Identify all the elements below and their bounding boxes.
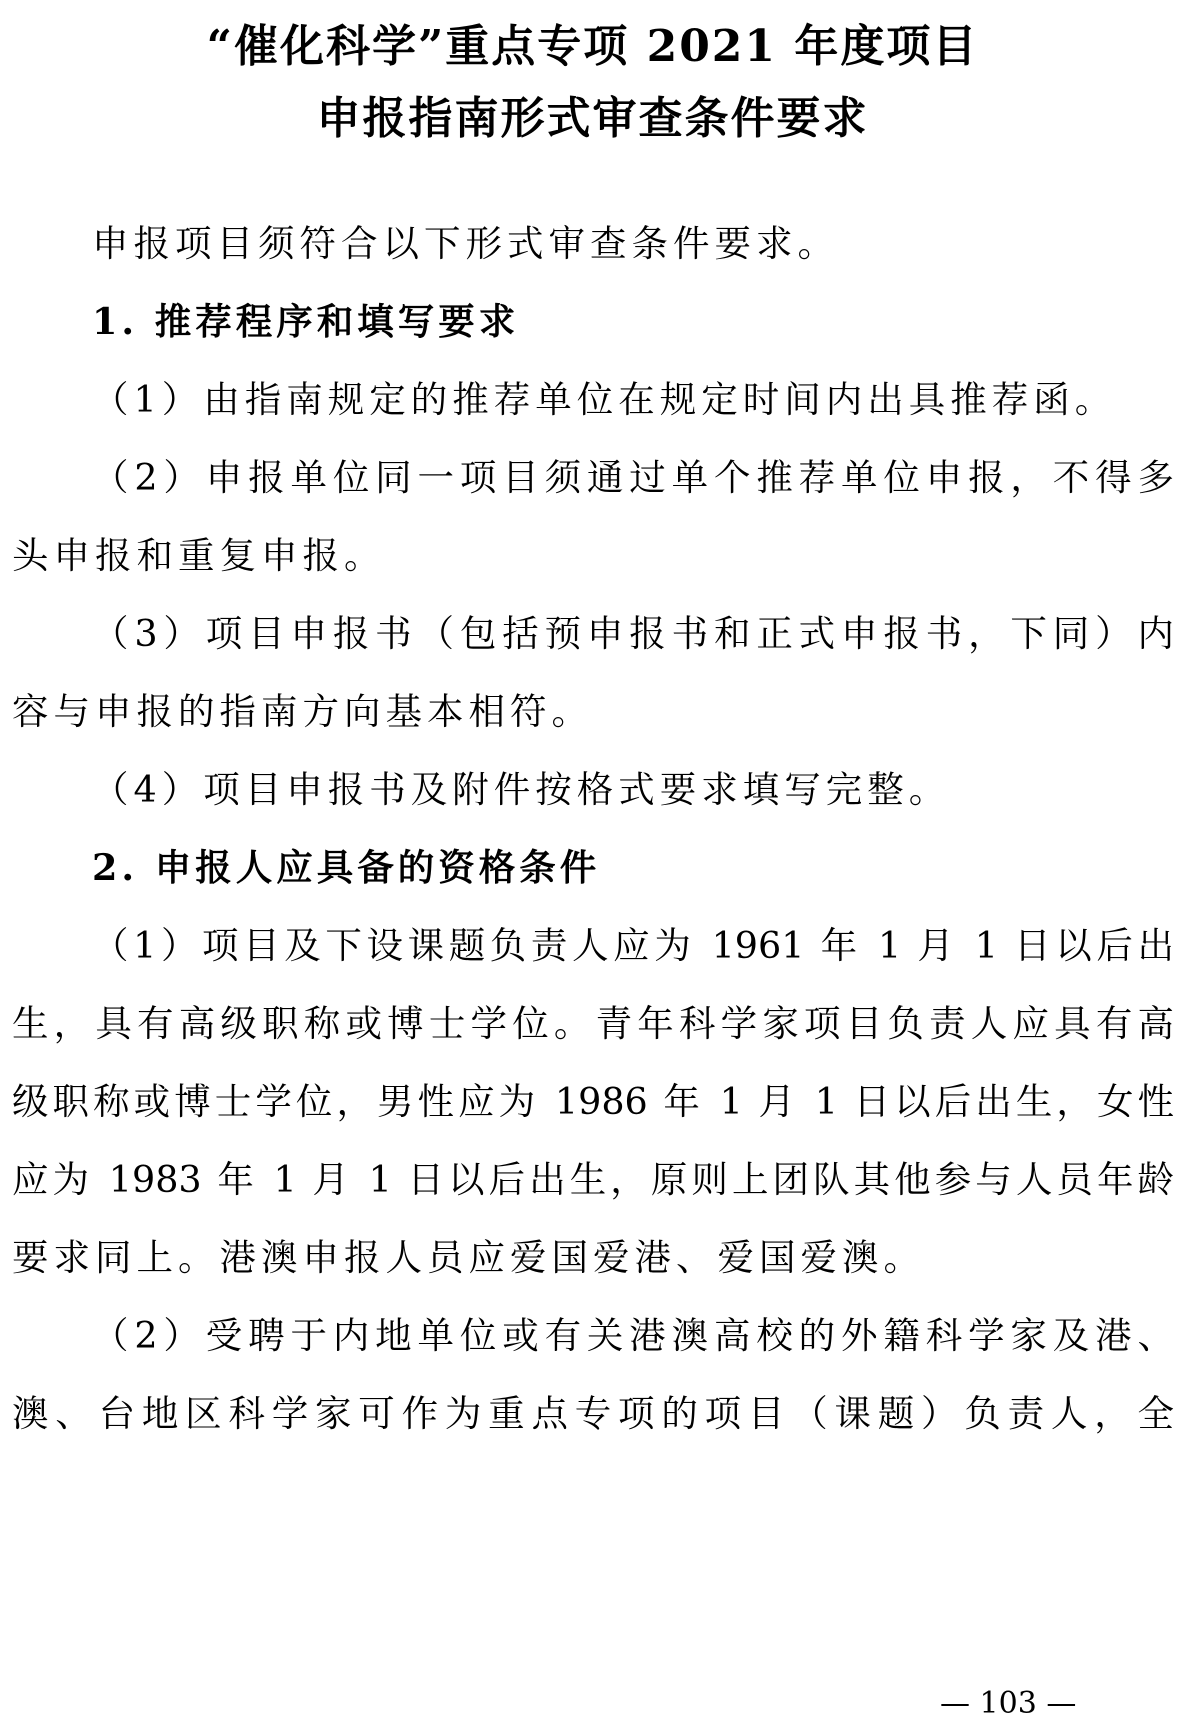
section-1-item-1: （1）由指南规定的推荐单位在规定时间内出具推荐函。 <box>92 378 1117 421</box>
section-1-item-2-line-1: （2）申报单位同一项目须通过单个推荐单位申报，不得多 <box>92 456 1174 499</box>
section-2-item-1-line-4: 应为 1983 年 1 月 1 日以后出生，原则上团队其他参与人员年龄 <box>12 1158 1174 1201</box>
section-2-item-1-line-3: 级职称或博士学位，男性应为 1986 年 1 月 1 日以后出生，女性 <box>12 1080 1174 1123</box>
document-title-line-2: 申报指南形式审查条件要求 <box>316 93 869 144</box>
section-2-item-1-line-5: 要求同上。港澳申报人员应爱国爱港、爱国爱澳。 <box>12 1236 925 1279</box>
section-2-heading: 2. 申报人应具备的资格条件 <box>92 846 601 889</box>
section-1-heading: 1. 推荐程序和填写要求 <box>92 300 520 343</box>
section-1-item-3-line-2: 容与申报的指南方向基本相符。 <box>12 690 593 733</box>
intro-paragraph: 申报项目须符合以下形式审查条件要求。 <box>92 222 839 265</box>
document-title-line-1: “催化科学”重点专项 2021 年度项目 <box>206 21 979 72</box>
section-2-item-2-line-2: 澳、台地区科学家可作为重点专项的项目（课题）负责人，全 <box>12 1392 1174 1435</box>
section-2-item-2-line-1: （2）受聘于内地单位或有关港澳高校的外籍科学家及港、 <box>92 1314 1174 1357</box>
section-2-item-1-line-1: （1）项目及下设课题负责人应为 1961 年 1 月 1 日以后出 <box>92 924 1174 967</box>
section-1-item-3-line-1: （3）项目申报书（包括预申报书和正式申报书，下同）内 <box>92 612 1174 655</box>
page-number: — 103 — <box>940 1686 1077 1721</box>
section-2-item-1-line-2: 生，具有高级职称或博士学位。青年科学家项目负责人应具有高 <box>12 1002 1174 1045</box>
section-1-item-4: （4）项目申报书及附件按格式要求填写完整。 <box>92 768 951 811</box>
section-1-item-2-line-2: 头申报和重复申报。 <box>12 534 386 577</box>
